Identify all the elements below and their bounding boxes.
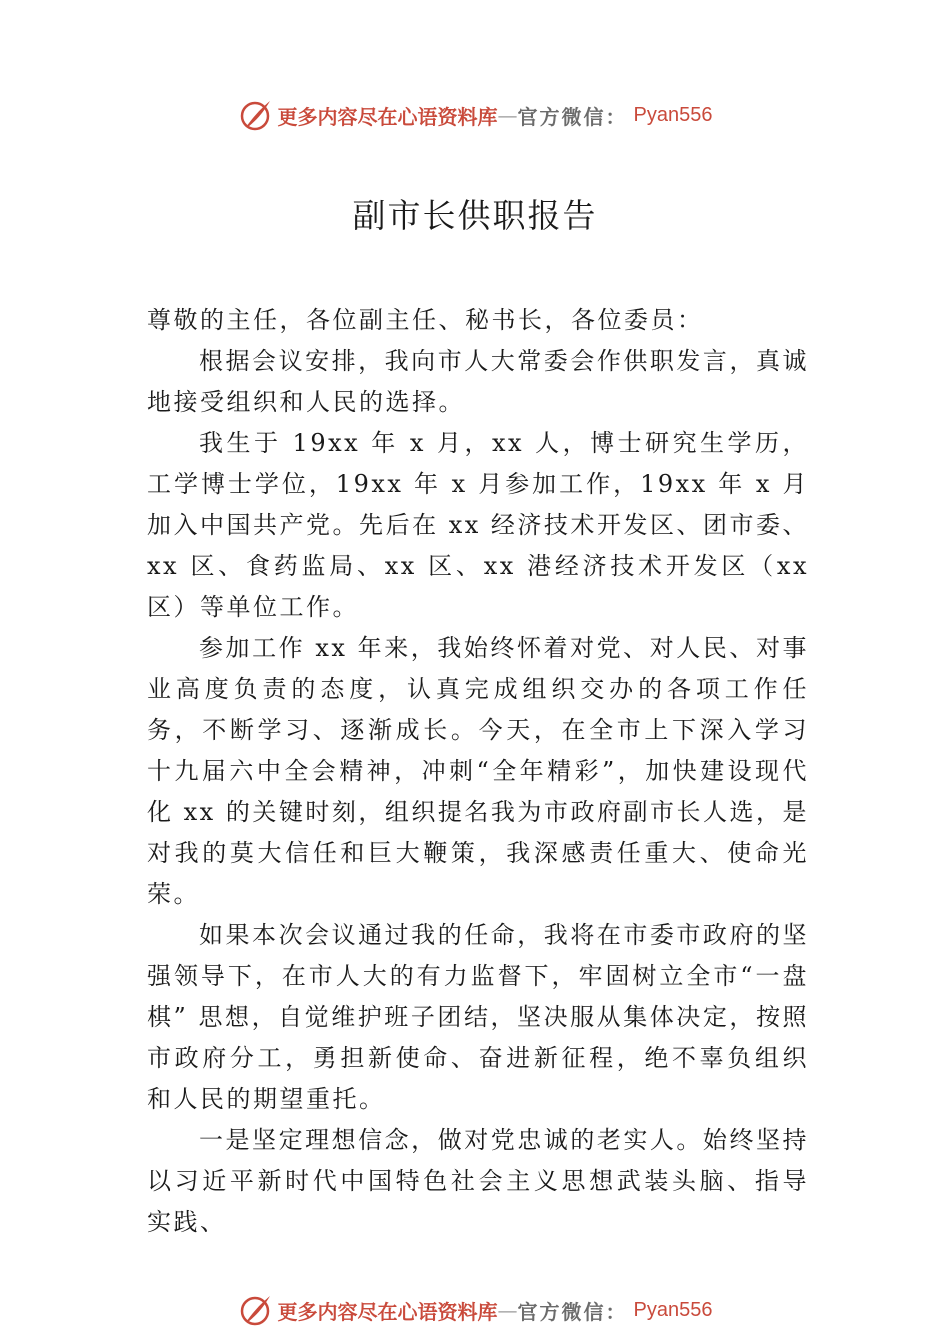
document-body — [147, 300, 809, 1243]
footer-brand-text: 更多内容尽在心语资料库 — [277, 1299, 498, 1324]
quill-logo-icon — [238, 97, 274, 133]
salutation: 尊敬的主任，各位副主任、秘书长，各位委员： — [147, 306, 704, 334]
footer-banner — [0, 1290, 950, 1330]
footer-dash: — — [497, 1298, 518, 1322]
paragraph-3: 参加工作 xx 年来，我始终怀着对党、对人民、对事业高度负责的态度，认真完成组织交办的各项工作任务，不断学习、逐渐成长。今天，在全市上下深入学习十九届六中全会精神，冲刺“全年精彩”，加快建设现代化 xx 的关键时刻，组织提名我为市政府副市长人选，是对我的莫大信任和巨大鞭策，我深感责任重大、使命光荣。 — [147, 634, 809, 908]
header-banner — [0, 95, 950, 135]
paragraph-1: 根据会议安排，我向市人大常委会作供职发言，真诚地接受组织和人民的选择。 — [147, 347, 809, 416]
footer-wechat-id: Pyan556 — [633, 1298, 713, 1321]
banner-brand-text: 更多内容尽在心语资料库 — [277, 104, 498, 129]
paragraph-5: 一是坚定理想信念，做对党忠诚的老实人。始终坚持以习近平新时代中国特色社会主义思想武装头脑、指导实践、 — [147, 1126, 809, 1236]
document-title: 副市长供职报告 — [352, 196, 598, 235]
paragraph-2: 我生于 19xx 年 x 月，xx 人，博士研究生学历，工学博士学位，19xx 年 x 月参加工作，19xx 年 x 月加入中国共产党。先后在 xx 经济技术开发区、团市委、xx 区、食药监局、xx 区、xx 港经济技术开发区（xx 区）等单位工作。 — [147, 429, 809, 621]
banner-wechat-id: Pyan556 — [633, 103, 713, 126]
quill-logo-icon — [238, 1292, 274, 1328]
paragraph-4: 如果本次会议通过我的任命，我将在市委市政府的坚强领导下，在市人大的有力监督下，牢固树立全市“一盘棋” 思想，自觉维护班子团结，坚决服从集体决定，按照市政府分工，勇担新使命、奋进新征程，绝不辜负组织和人民的期望重托。 — [147, 921, 809, 1113]
banner-dash: — — [497, 103, 518, 127]
banner-official-label: 官方微信： — [517, 104, 628, 129]
footer-official-label: 官方微信： — [517, 1299, 628, 1324]
